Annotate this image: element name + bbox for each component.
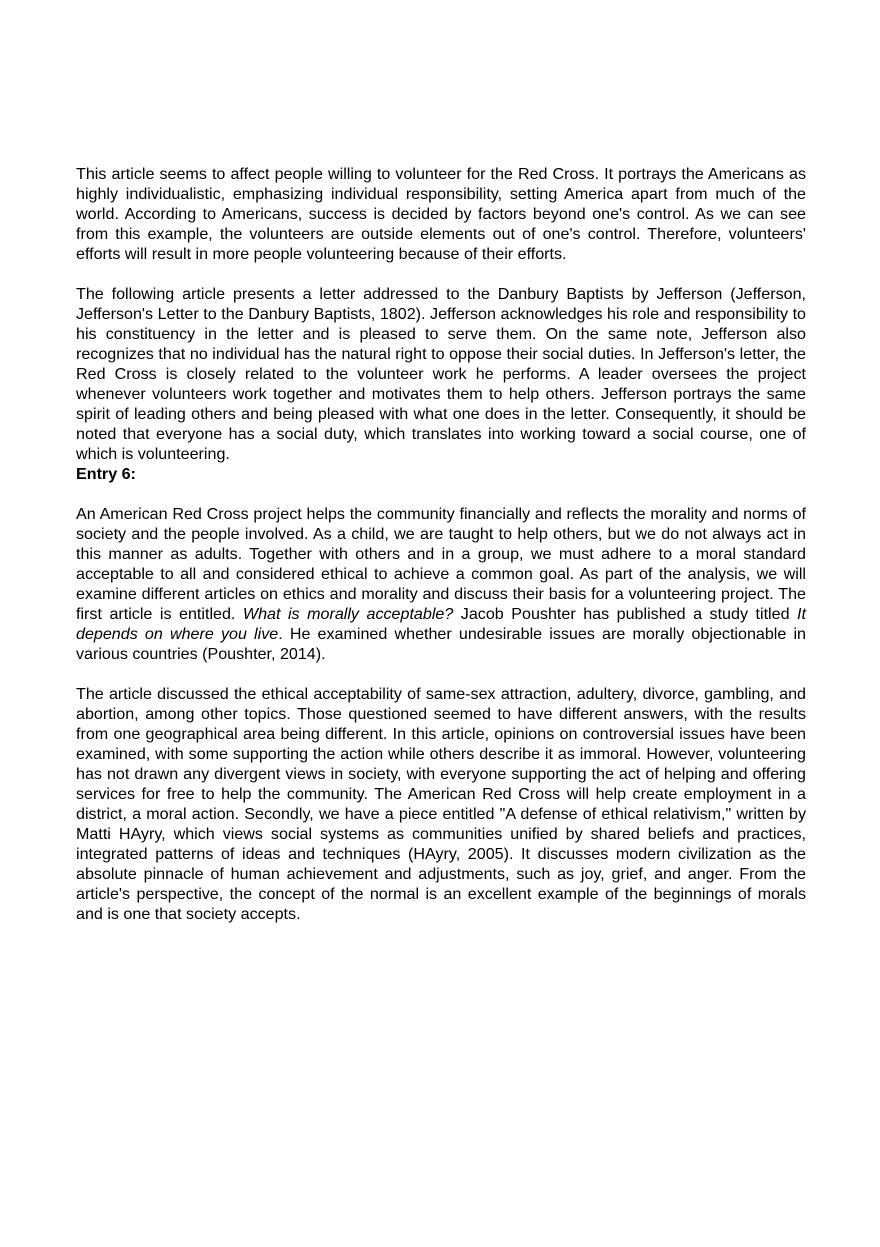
text-segment: An American Red Cross project helps the community financially and reflects the morality and norms of society and the people involved. As a child, we are taught to help others, but we do not always act in this manner as adults. Together with others and in a group, we must adhere to a moral standard acceptable to all and considered ethical to achieve a common goal. As part of the analysis, we will examine different articles on ethics and morality and discuss their basis for a volunteering project. The first article is entitled. — [76, 505, 806, 623]
paragraph-ethical-acceptability: The article discussed the ethical acceptability of same-sex attraction, adultery, divorce, gambling, and abortion, among other topics. Those questioned seemed to have different answers, with the results from one geographical area being different. In this article, opinions on controversial issues have been examined, with some supporting the action while others describe it as immoral. However, volunteering has not drawn any divergent views in society, with everyone supporting the act of helping and offering services for free to help the community. The American Red Cross will help create employment in a district, a moral action. Secondly, we have a piece entitled "A defense of ethical relativism," written by Matti HAyry, which views social systems as communities unified by shared beliefs and practices, integrated patterns of ideas and techniques (HAyry, 2005). It discusses modern civilization as the absolute pinnacle of human achievement and adjustments, such as joy, grief, and anger. From the article's perspective, the concept of the normal is an excellent example of the beginnings of morals and is one that society accepts. — [76, 685, 806, 923]
entry-heading: Entry 6: — [76, 465, 136, 483]
paragraph-morality-articles — [76, 504, 806, 664]
italic-title-where-you-live: It depends on where you live — [76, 605, 806, 643]
text-segment: . He examined whether undesirable issues are morally objectionable in various countries (Poushter, 2014). — [76, 625, 807, 663]
document-page — [76, 164, 806, 944]
italic-title-morally-acceptable: What is morally acceptable? — [242, 605, 454, 623]
paragraph-jefferson-letter: The following article presents a letter addressed to the Danbury Baptists by Jefferson (Jefferson, Jefferson's Letter to the Danbury Baptists, 1802). Jefferson acknowledges his role and responsibility to his constituency in the letter and is pleased to serve them. On the same note, Jefferson also recognizes that no individual has the natural right to oppose their social duties. In Jefferson's letter, the Red Cross is closely related to the volunteer work he performs. A leader oversees the project whenever volunteers work together and motivates them to help others. Jefferson portrays the same spirit of leading others and being pleased with what one does in the letter. Consequently, it should be noted that everyone has a social duty, which translates into working toward a social course, one of which is volunteering. — [76, 285, 806, 463]
text-segment: Jacob Poushter has published a study titled — [453, 605, 798, 623]
paragraph-red-cross-volunteers: This article seems to affect people willing to volunteer for the Red Cross. It portrays the Americans as highly individualistic, emphasizing individual responsibility, setting America apart from much of the world. According to Americans, success is decided by factors beyond one's control. As we can see from this example, the volunteers are outside elements out of one's control. Therefore, volunteers' efforts will result in more people volunteering because of their efforts. — [76, 165, 806, 263]
